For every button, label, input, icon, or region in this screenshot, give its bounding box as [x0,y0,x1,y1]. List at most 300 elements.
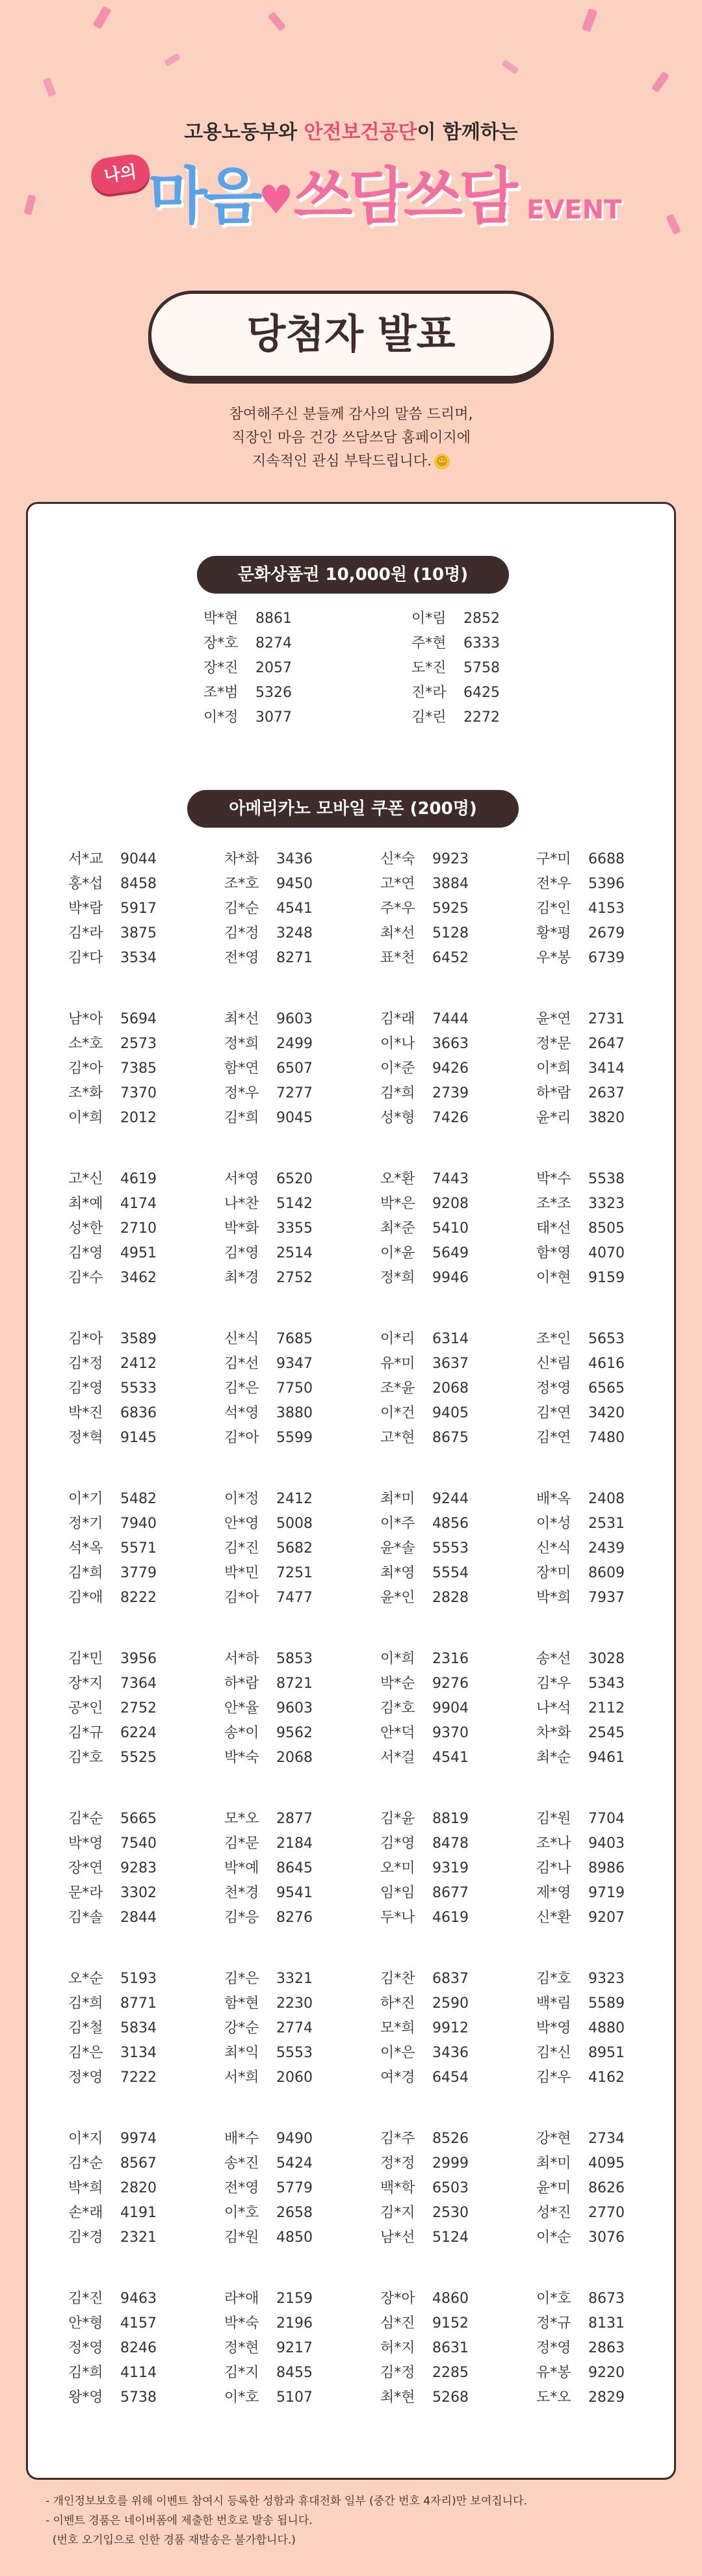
winner-row [203,705,292,730]
winner-row [380,1266,469,1291]
winner-row [380,1241,469,1266]
winner-row [536,1536,625,1561]
winner-number: 3779 [120,1565,157,1581]
winner-number: 2734 [588,2131,625,2147]
winner-row [536,1647,625,1672]
winner-name: 도*진 [411,660,447,676]
winner-row [536,1807,625,1832]
winner-row [380,1586,469,1610]
winner-name: 최*현 [380,2389,415,2406]
winner-number: 2499 [276,1036,313,1052]
winner-name: 김*희 [68,2365,103,2381]
winner-name: 전*영 [224,2180,259,2196]
intro-text [0,403,702,473]
winner-row [411,631,500,656]
winner-row [224,1512,313,1536]
winner-number: 9207 [588,1910,625,1926]
winner-row [536,1081,625,1106]
winner-name: 오*환 [380,1171,415,1187]
winner-name: 조*호 [224,876,259,892]
winner-row [68,1512,157,1536]
winner-row [380,1536,469,1561]
winner-row [411,705,500,730]
winner-row [380,1032,469,1057]
smile-icon: ☺ [434,454,450,469]
heart-icon: ♥ [258,177,294,224]
winner-row [536,1327,625,1352]
winner-name: 허*지 [380,2340,415,2356]
winner-number: 8478 [432,1835,469,1852]
winner-name: 남*아 [68,1011,103,1027]
winner-number: 4880 [588,2020,625,2036]
winner-row [380,2311,469,2336]
winner-name: 이*기 [68,1491,103,1507]
winner-name: 김*은 [224,1380,259,1397]
winner-number: 5571 [120,1540,157,1557]
winner-row [536,1216,625,1241]
winner-name: 조*범 [203,685,239,701]
winner-number: 2770 [588,2205,625,2221]
winner-number: 2774 [276,2020,313,2036]
winner-number: 4616 [588,1356,625,1372]
winner-name: 김*호 [536,1971,571,1987]
winner-number: 3663 [432,1036,469,1052]
winner-row [68,2361,157,2385]
winner-name: 박*희 [536,1590,571,1606]
winner-number: 2531 [588,1516,625,1532]
winner-name: 이*준 [380,1060,415,1077]
winner-number: 7277 [276,1085,313,1101]
winner-name: 오*미 [380,1860,415,1876]
winner-row [68,1746,157,1770]
winner-number: 4856 [432,1516,469,1532]
winner-name: 고*현 [380,1430,415,1446]
winner-row [68,1487,157,1512]
winner-name: 송*진 [224,2155,259,2172]
winner-row [536,1906,625,1930]
winner-number: 3589 [120,1331,157,1347]
winner-row [68,872,157,897]
winner-row [536,1746,625,1770]
winner-number: 5128 [432,925,469,941]
winner-number: 6837 [432,1971,469,1987]
winner-number: 9946 [432,1270,469,1286]
winner-name: 최*미 [380,1491,415,1507]
winner-row [224,1536,313,1561]
winner-name: 김*신 [536,2045,571,2061]
winner-number: 2196 [276,2315,313,2332]
winner-number: 3420 [588,1405,625,1421]
winner-row [536,1106,625,1131]
winner-number: 8721 [276,1676,313,1692]
winner-name: 장*진 [203,660,239,676]
winner-number: 3880 [276,1405,313,1421]
winner-name: 김*원 [224,2229,259,2246]
winner-name: 진*라 [411,685,447,701]
winner-name: 장*미 [536,1565,571,1581]
winner-name: 김*지 [380,2205,415,2221]
winner-name: 이*건 [380,1405,415,1421]
winner-row [380,1647,469,1672]
winner-number: 6739 [588,950,625,966]
winner-name: 천*경 [224,1885,259,1901]
winner-row [224,921,313,946]
winner-number: 5533 [120,1380,157,1397]
winner-number: 5424 [276,2155,313,2172]
winner-name: 임*임 [380,1885,415,1901]
winner-name: 하*람 [224,1676,259,1692]
winner-number: 2068 [432,1380,469,1397]
winner-name: 안*덕 [380,1725,415,1741]
winner-name: 김*은 [68,2045,103,2061]
winner-number: 8222 [120,1590,157,1606]
winner-number: 4095 [588,2155,625,2172]
winner-number: 3436 [276,851,313,867]
winner-row [203,681,292,705]
winner-row [380,1832,469,1856]
winner-row [536,1376,625,1401]
winner-row [224,1807,313,1832]
winner-row [536,1696,625,1721]
winner-name: 정*문 [536,1036,571,1052]
winner-name: 서*희 [224,2070,259,2086]
winner-name: 신*식 [224,1331,259,1347]
section-title-gift-card: 문화상품권 10,000원 (10명) [197,556,509,594]
winner-number: 2844 [120,1910,157,1926]
winner-name: 전*영 [224,950,259,966]
winner-row [380,1426,469,1451]
winner-number: 2852 [463,611,500,627]
winner-number: 8458 [120,876,157,892]
winner-name: 석*영 [224,1405,259,1421]
intro-line-text: 지속적인 관심 부탁드립니다. [252,453,432,469]
winner-name: 정*영 [536,1380,571,1397]
winner-number: 9208 [432,1196,469,1212]
winner-name: 황*평 [536,925,571,941]
winner-number: 8677 [432,1885,469,1901]
subtitle-org-1: 고용노동부 [184,121,279,144]
winner-row [224,872,313,897]
winner-name: 오*순 [68,1971,103,1987]
winner-name: 안*형 [68,2315,103,2332]
winner-number: 9461 [588,1750,625,1766]
winner-row [224,1856,313,1881]
winner-name: 박*영 [536,2020,571,2036]
winner-number: 2829 [588,2389,625,2406]
winners-card [26,502,676,2480]
winner-number: 9220 [588,2365,625,2381]
winner-number: 5554 [432,1565,469,1581]
winner-number: 2060 [276,2070,313,2086]
notice-line: (번호 오기입으로 인한 경품 재발송은 불가합니다.) [46,2534,296,2547]
winner-number: 2057 [255,660,292,676]
winner-name: 이*림 [411,611,447,627]
winner-row [224,1216,313,1241]
winner-number: 9426 [432,1060,469,1077]
winner-row [536,1057,625,1081]
winner-name: 최*순 [536,1750,571,1766]
winner-name: 김*진 [68,2291,103,2307]
winner-name: 우*봉 [536,950,571,966]
winner-name: 최*예 [68,1196,103,1212]
winner-row [380,2201,469,2226]
winner-row [224,1561,313,1586]
winner-number: 8609 [588,1565,625,1581]
winner-row [536,1241,625,1266]
winner-name: 김*아 [68,1060,103,1077]
winner-name: 윤*인 [380,1590,415,1606]
winner-name: 이*주 [380,1516,415,1532]
winner-name: 주*현 [411,635,447,651]
winner-number: 2412 [120,1356,157,1372]
winner-name: 정*기 [68,1516,103,1532]
winner-name: 최*준 [380,1220,415,1237]
winner-name: 표*천 [380,950,415,966]
winner-row [224,1487,313,1512]
winner-name: 장*호 [203,635,239,651]
winner-row [224,2385,313,2410]
winner-row [380,897,469,921]
winner-row [224,1081,313,1106]
winner-row [380,847,469,872]
winner-name: 정*영 [68,2070,103,2086]
winner-number: 5482 [120,1491,157,1507]
winner-number: 8276 [276,1910,313,1926]
winner-number: 5599 [276,1430,313,1446]
winner-number: 8673 [588,2291,625,2307]
winner-name: 이*정 [224,1491,259,1507]
winner-number: 3637 [432,1356,469,1372]
winner-row [224,1327,313,1352]
winner-name: 주*우 [380,900,415,917]
winner-name: 신*숙 [380,851,415,867]
winner-number: 5589 [588,1995,625,2012]
winner-number: 9159 [588,1270,625,1286]
winner-name: 서*걸 [380,1750,415,1766]
winner-number: 9145 [120,1430,157,1446]
winner-number: 6565 [588,1380,625,1397]
winner-row [380,1672,469,1696]
winner-row [68,1991,157,2016]
winner-name: 태*선 [536,1220,571,1237]
winner-row [68,1586,157,1610]
winner-number: 3436 [432,2045,469,2061]
winner-name: 도*오 [536,2389,571,2406]
winner-name: 최*영 [380,1565,415,1581]
winner-row [536,2041,625,2066]
winner-row [68,2226,157,2250]
winner-row [68,1081,157,1106]
winner-row [536,1167,625,1192]
winner-row [224,1906,313,1930]
winner-name: 윤*미 [536,2180,571,2196]
winner-row [68,946,157,971]
winner-row [380,2287,469,2311]
winner-row [224,2066,313,2090]
winner-row [380,1696,469,1721]
winner-name: 김*아 [224,1590,259,1606]
winner-number: 4191 [120,2205,157,2221]
winner-name: 심*진 [380,2315,415,2332]
winner-name: 모*오 [224,1811,259,1827]
winner-number: 9152 [432,2315,469,2332]
winner-number: 9045 [276,1110,313,1126]
winner-name: 김*주 [380,2131,415,2147]
winner-number: 2439 [588,1540,625,1557]
event-logo [148,147,514,235]
winner-name: 송*이 [224,1725,259,1741]
winner-name: 김*순 [224,900,259,917]
winner-name: 안*영 [224,1516,259,1532]
winner-number: 4619 [120,1171,157,1187]
my-badge: 나의 [89,152,152,196]
winner-number: 4174 [120,1196,157,1212]
winner-number: 8986 [588,1860,625,1876]
winner-number: 3077 [255,709,292,726]
winner-name: 이*현 [536,1270,571,1286]
winner-row [536,872,625,897]
winner-number: 2230 [276,1995,313,2012]
winner-row [536,2016,625,2041]
winner-row [380,2385,469,2410]
winner-row [224,1057,313,1081]
winner-number: 2679 [588,925,625,941]
winner-number: 5193 [120,1971,157,1987]
winner-row [380,1721,469,1746]
winner-name: 김*경 [68,2229,103,2246]
winner-number: 4157 [120,2315,157,2332]
winner-name: 정*희 [224,1036,259,1052]
section-title-coffee-coupon: 아메리카노 모바일 쿠폰 (200명) [187,790,519,828]
winner-name: 김*규 [68,1725,103,1741]
winner-number: 2272 [463,709,500,726]
winner-number: 2828 [432,1590,469,1606]
winner-number: 7704 [588,1811,625,1827]
winner-number: 5538 [588,1171,625,1187]
winner-name: 이*나 [380,1036,415,1052]
winner-row [68,1856,157,1881]
winner-name: 정*규 [536,2315,571,2332]
winner-name: 함*연 [224,1060,259,1077]
winner-name: 서*영 [224,1171,259,1187]
winner-number: 8675 [432,1430,469,1446]
winner-row [68,1401,157,1426]
winner-row [224,2151,313,2176]
winner-name: 조*화 [68,1085,103,1101]
winner-row [536,1266,625,1291]
winner-name: 정*우 [224,1085,259,1101]
winner-name: 김*희 [68,1565,103,1581]
winner-number: 2412 [276,1491,313,1507]
event-header [0,0,702,286]
winner-row [380,1106,469,1131]
winner-number: 9562 [276,1725,313,1741]
winner-number: 4619 [432,1910,469,1926]
winner-row [224,2201,313,2226]
winner-row [380,2041,469,2066]
winner-number: 5925 [432,900,469,917]
winner-row [536,1881,625,1906]
winner-row [224,2361,313,2385]
winner-row [536,2385,625,2410]
winner-row [68,1906,157,1930]
winner-number: 8645 [276,1860,313,1876]
winner-number: 7444 [432,1011,469,1027]
winner-number: 9974 [120,2131,157,2147]
winner-row [224,1376,313,1401]
winner-number: 5410 [432,1220,469,1237]
winner-row [224,2016,313,2041]
winner-name: 정*현 [224,2340,259,2356]
winner-row [68,921,157,946]
winner-number: 5682 [276,1540,313,1557]
winner-row [68,1807,157,1832]
winner-name: 박*수 [536,1171,571,1187]
winner-row [536,1832,625,1856]
winner-number: 9347 [276,1356,313,1372]
winner-row [380,1327,469,1352]
winner-number: 3134 [120,2045,157,2061]
winner-number: 6224 [120,1725,157,1741]
winner-row [224,1746,313,1770]
winner-name: 김*희 [68,1995,103,2012]
winner-number: 2545 [588,1725,625,1741]
winner-name: 하*진 [380,1995,415,2012]
winner-row [68,1426,157,1451]
intro-line [0,450,702,473]
winner-name: 최*익 [224,2045,259,2061]
winner-name: 김*은 [224,1971,259,1987]
logo-text-2: 쓰담쓰담 [293,161,514,232]
winner-row [536,897,625,921]
winner-row [536,1512,625,1536]
winner-name: 이*윤 [380,1245,415,1261]
winner-number: 2877 [276,1811,313,1827]
winner-row [224,847,313,872]
winner-number: 5107 [276,2389,313,2406]
winner-name: 박*희 [68,2180,103,2196]
winner-row [536,2361,625,2385]
winner-name: 차*화 [536,1725,571,1741]
winner-name: 최*선 [224,1011,259,1027]
winner-number: 5694 [120,1011,157,1027]
winner-number: 5525 [120,1750,157,1766]
winner-name: 장*연 [68,1860,103,1876]
winner-row [380,946,469,971]
winner-row [380,1967,469,1991]
winner-row [380,1807,469,1832]
winner-row [536,1561,625,1586]
winner-name: 김*희 [380,1085,415,1101]
winner-name: 김*다 [68,950,103,966]
winner-number: 6314 [432,1331,469,1347]
winner-name: 정*영 [536,2340,571,2356]
winner-name: 김*우 [536,2070,571,2086]
winner-row [380,1401,469,1426]
winner-name: 김*응 [224,1910,259,1926]
winner-number: 7685 [276,1331,313,1347]
winner-row [224,1401,313,1426]
winner-row [68,1327,157,1352]
winner-row [68,2385,157,2410]
winner-number: 6688 [588,851,625,867]
winner-name: 박*민 [224,1565,259,1581]
winner-number: 2321 [120,2229,157,2246]
winner-name: 공*인 [68,1700,103,1716]
winner-name: 최*경 [224,1270,259,1286]
winner-row [68,2176,157,2201]
winner-row [411,681,500,705]
